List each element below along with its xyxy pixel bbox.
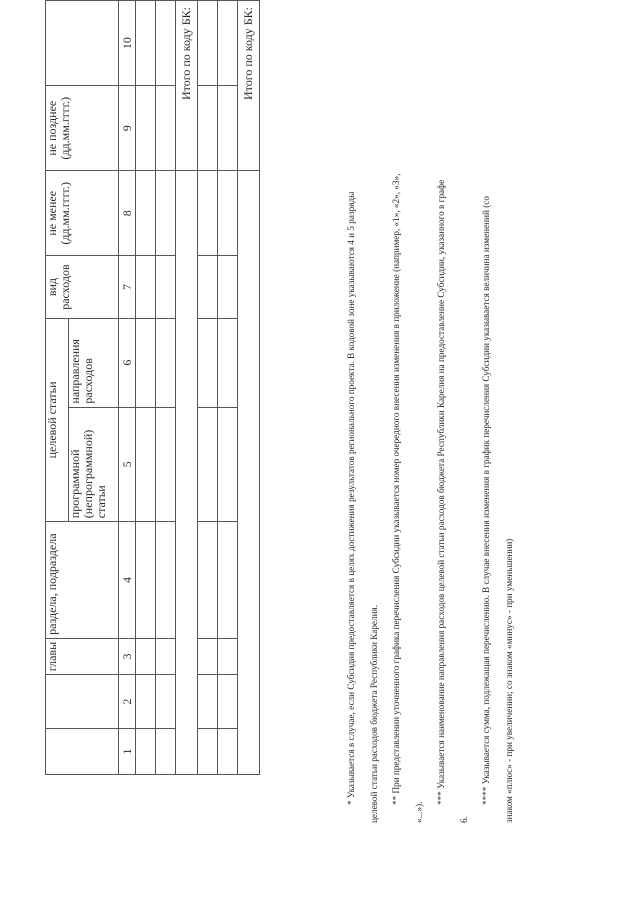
table-cell (198, 1, 218, 86)
header-row-top (46, 1, 69, 775)
total-spacer (238, 171, 260, 775)
table-cell (136, 522, 156, 639)
table-cell (156, 318, 176, 407)
footnote-1: * Указывается в случае, если Субсидия предоставляется в целях достижения результатов регионального проекта. В кодовой зоне указываются 4 и 5 разряды (346, 191, 356, 805)
header-napravleniya-raskhodov: направления расходов (69, 318, 119, 407)
header-programmnoy-statyi: программной (непрограммной) статьи (69, 407, 119, 522)
table-cell (156, 171, 176, 256)
footnotes (340, 23, 520, 823)
total-spacer (176, 171, 198, 775)
col-number: 8 (119, 171, 136, 256)
table-cell (218, 318, 238, 407)
table-row (136, 1, 156, 775)
table-cell (156, 256, 176, 318)
footnote-1-cont: целевой статьи расходов бюджета Республики Карелия. (368, 604, 379, 823)
table-cell (218, 171, 238, 256)
table-cell (156, 86, 176, 171)
table-cell (198, 522, 218, 639)
total-label: Итого по коду БК: (238, 1, 260, 171)
table-cell (198, 318, 218, 407)
table-row (156, 1, 176, 775)
col-number: 2 (119, 675, 136, 729)
col-number: 7 (119, 256, 136, 318)
table-cell (218, 638, 238, 674)
table-cell (136, 728, 156, 774)
payment-schedule-table (45, 0, 260, 775)
header-empty-10 (46, 1, 119, 86)
table-cell (136, 638, 156, 674)
table-cell (198, 86, 218, 171)
table-cell (218, 675, 238, 729)
col-number: 10 (119, 1, 136, 86)
table-cell (156, 675, 176, 729)
table-cell (198, 171, 218, 256)
table-cell (156, 407, 176, 522)
header-ne-menee: не менее (дд.мм.гггг.) (46, 171, 119, 256)
table-cell (198, 728, 218, 774)
table-cell (218, 86, 238, 171)
table-cell (136, 1, 156, 86)
table-row (218, 1, 238, 775)
table-cell (218, 728, 238, 774)
table-row (198, 1, 218, 775)
table-cell (218, 522, 238, 639)
table-cell (218, 256, 238, 318)
total-row (238, 1, 260, 775)
col-number: 1 (119, 728, 136, 774)
table-cell (136, 256, 156, 318)
table-cell (218, 1, 238, 86)
header-razdel: раздела, подраздела (46, 522, 119, 639)
table-cell (198, 256, 218, 318)
total-label: Итого по коду БК: (176, 1, 198, 171)
header-empty-1 (46, 728, 119, 774)
header-vid-raskhodov: вид расходов (46, 256, 119, 318)
col-number: 3 (119, 638, 136, 674)
table-cell (136, 318, 156, 407)
footnote-3: *** Указывается наименование направления расходов целевой статьи расходов бюджета Республики Карелия на предоставление Субсидии, указанного в графе (436, 179, 446, 805)
footnote-2-cont: «...»). (413, 801, 424, 823)
col-number: 9 (119, 86, 136, 171)
table-cell (156, 1, 176, 86)
header-tselevoy-statyi: целевой статьи (46, 318, 69, 522)
footnote-2: ** При представлении уточненного графика перечисления Субсидии указывается номер очередного внесения изменения в приложение (например, «1», «2», «3», (391, 173, 401, 805)
col-number: 4 (119, 522, 136, 639)
col-number: 6 (119, 318, 136, 407)
col-number: 5 (119, 407, 136, 522)
header-empty-2 (46, 675, 119, 729)
table-cell (198, 407, 218, 522)
header-ne-pozdnee: не позднее (дд.мм.гггг.) (46, 86, 119, 171)
table-cell (218, 407, 238, 522)
table-cell (136, 86, 156, 171)
footnote-4-cont: знаком «плюс» - при увеличении; со знаком «минус» - при уменьшении) (503, 538, 514, 823)
table-cell (136, 407, 156, 522)
footnote-4: **** Указывается сумма, подлежащая перечислению. В случае внесения изменения в график перечисления Субсидии указывается величина изменений (со (481, 196, 491, 805)
table-cell (156, 522, 176, 639)
table-cell (156, 638, 176, 674)
table-cell (198, 675, 218, 729)
total-row (176, 1, 198, 775)
column-number-row (119, 1, 136, 775)
table-cell (198, 638, 218, 674)
header-glavy: главы (46, 638, 119, 674)
table-cell (136, 171, 156, 256)
table-cell (156, 728, 176, 774)
footnote-3-cont: 6. (458, 816, 469, 823)
table-cell (136, 675, 156, 729)
